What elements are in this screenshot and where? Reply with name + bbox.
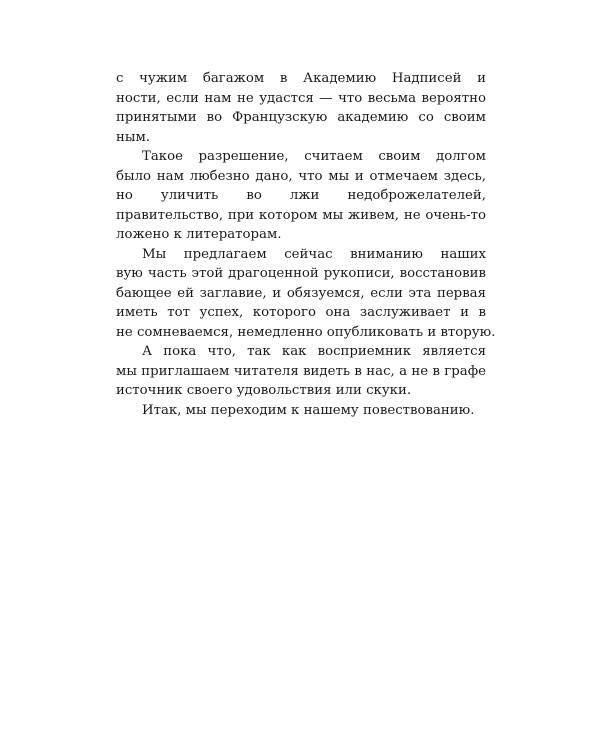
text-line: А пока что, так как восприемник является xyxy=(142,344,486,359)
paragraph xyxy=(116,147,486,245)
text-line: принятыми во Французскую академию со своим xyxy=(116,110,486,125)
text-line: мы приглашаем читателя видеть в нас, а не в графе xyxy=(116,363,486,379)
paragraph xyxy=(116,245,496,343)
text-line: Итак, мы переходим к нашему повествованию. xyxy=(142,402,475,418)
text-line: источник своего удовольствия или скуки. xyxy=(116,383,412,398)
paragraph xyxy=(116,401,486,421)
paragraph xyxy=(116,69,486,147)
text-line: Мы предлагаем сейчас вниманию наших xyxy=(142,246,486,262)
text-line: вую часть этой драгоценной рукописи, восстановив xyxy=(116,266,486,281)
text-line: ложено к литераторам. xyxy=(116,227,282,242)
text-line: бающее ей заглавие, и обязуемся, если эта первая xyxy=(116,285,486,301)
text-line: с чужим багажом в Академию Надписей и xyxy=(116,71,486,86)
text-line: было нам любезно дано, что мы и отмечаем здесь, xyxy=(116,168,486,184)
text-line: правительство, при котором мы живем, не очень-то xyxy=(116,207,486,223)
text-line: но уличить во лжи недоброжелателей, xyxy=(116,188,486,203)
paragraph xyxy=(116,342,486,401)
text-line: не сомневаемся, немедленно опубликовать и вторую. xyxy=(116,324,496,340)
text-line: ным. xyxy=(116,129,151,145)
body-text xyxy=(116,69,496,420)
text-line: Такое разрешение, считаем своим долгом xyxy=(142,149,486,164)
text-line: ности, если нам не удастся — что весьма вероятно xyxy=(116,90,486,106)
text-line: иметь тот успех, которого она заслуживает и в xyxy=(116,305,486,320)
